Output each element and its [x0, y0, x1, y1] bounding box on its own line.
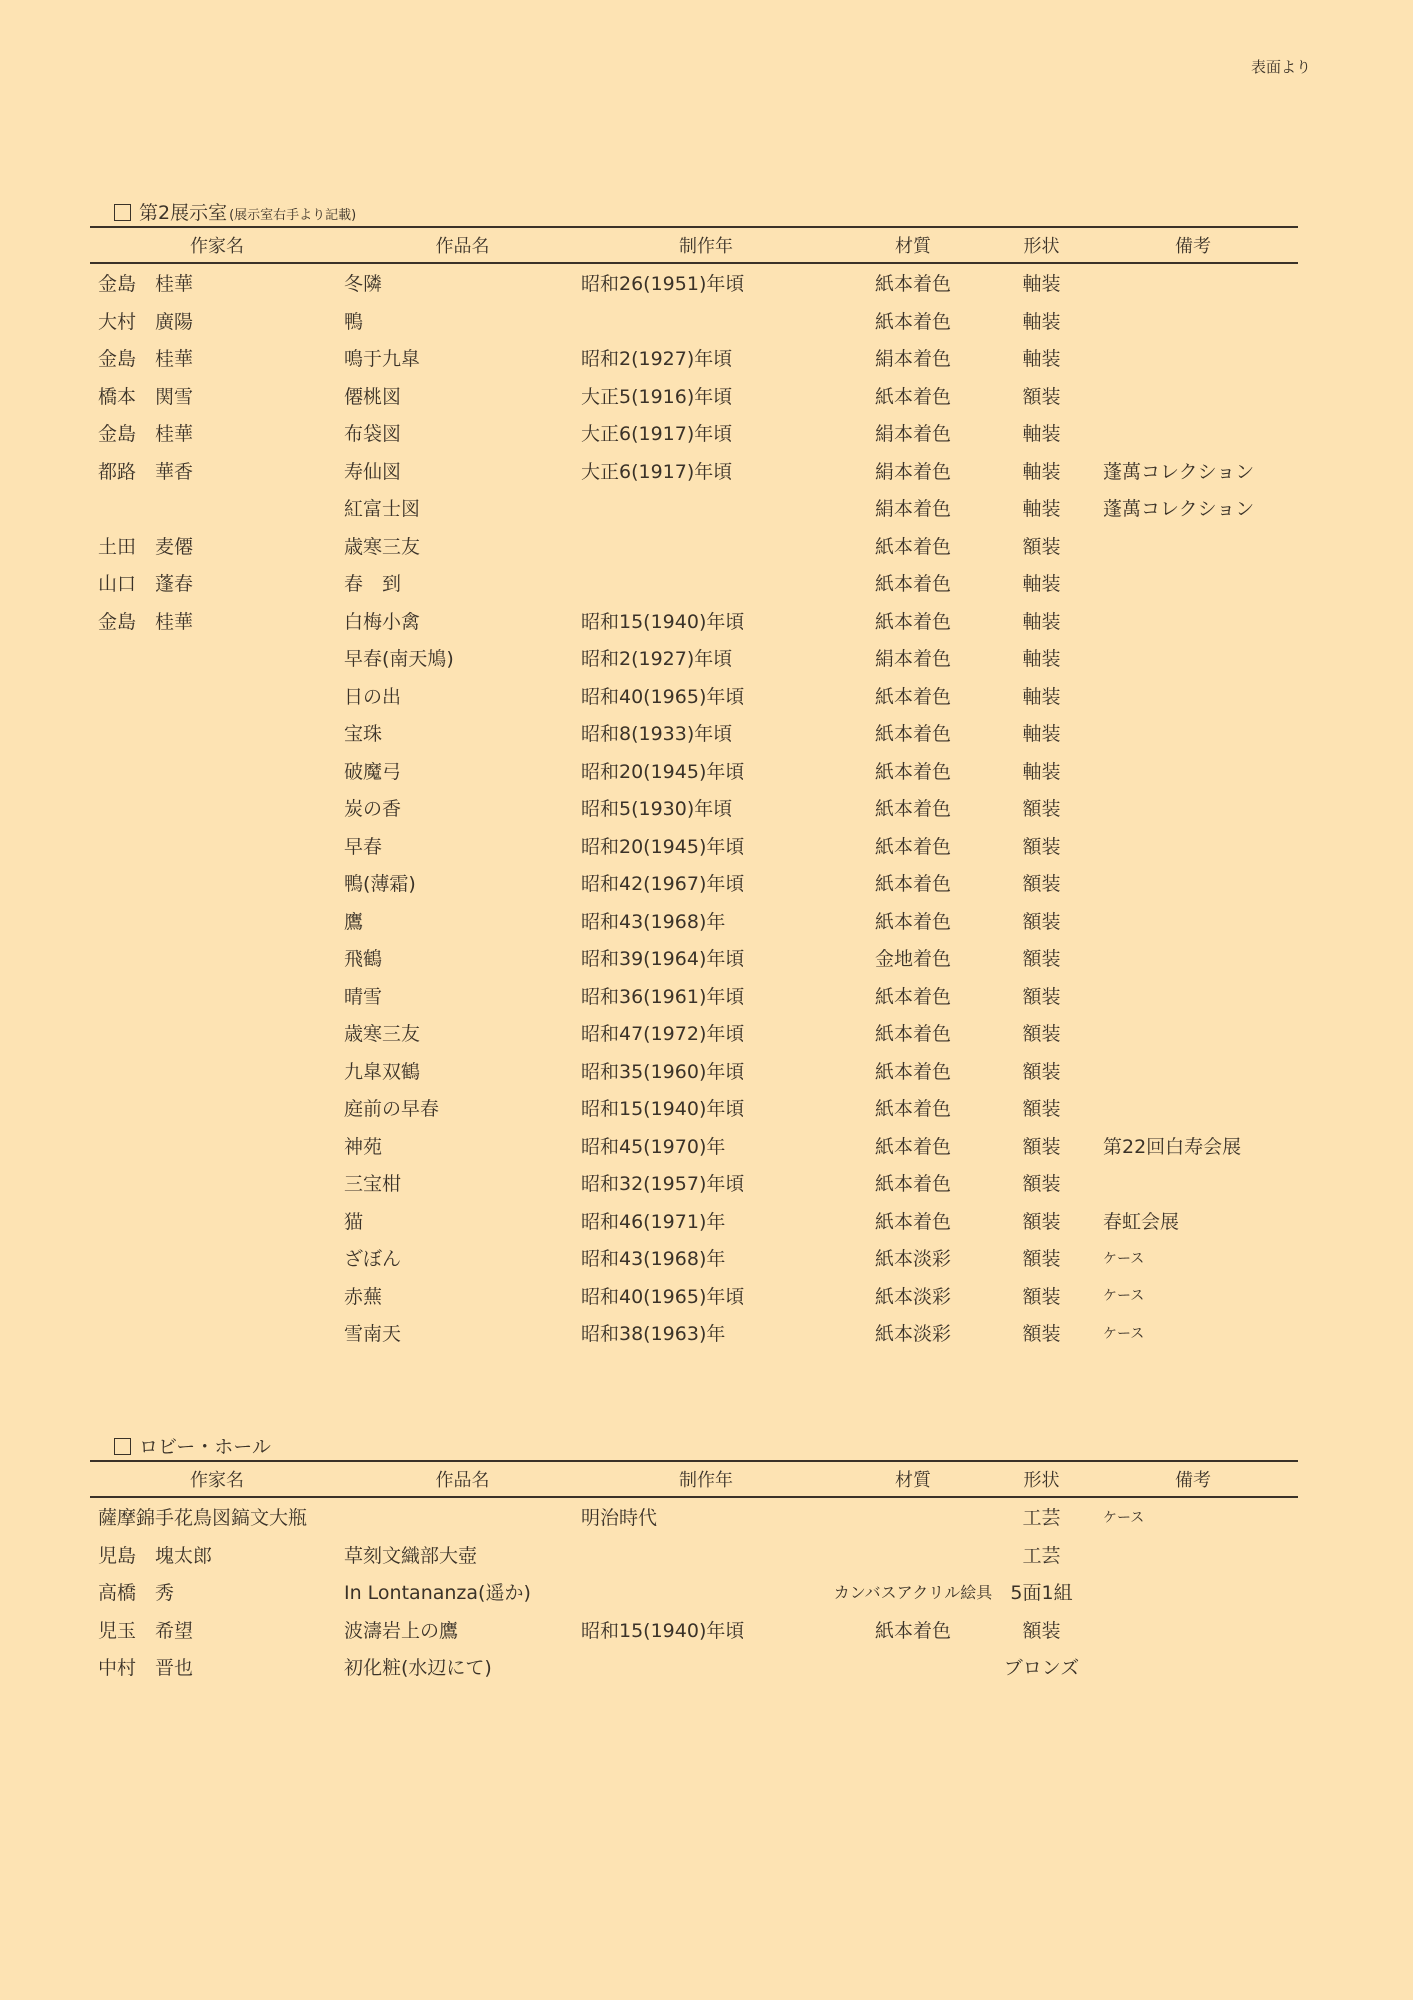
- cell-remarks: 蓬萬コレクション: [1103, 460, 1255, 483]
- cell-artist: 金島 桂華: [98, 610, 194, 633]
- cell-remarks: [1088, 1089, 1298, 1127]
- table-row: [90, 1648, 1298, 1686]
- table-row: [90, 414, 1298, 452]
- cell-year: 昭和15(1940)年頃: [581, 1619, 745, 1642]
- cell-title: 神苑: [344, 1135, 383, 1158]
- cell-format: 工芸: [1022, 1544, 1061, 1567]
- cell-format: 軸装: [1022, 760, 1061, 783]
- cell-year: 昭和2(1927)年頃: [581, 348, 733, 371]
- cell-format: 額装: [1022, 835, 1061, 858]
- cell-title: [344, 1497, 581, 1536]
- cell-year: 昭和47(1972)年頃: [581, 1023, 745, 1046]
- cell-artist: [90, 714, 344, 752]
- table-row: [90, 677, 1298, 715]
- cell-format: ブロンズ: [1003, 1657, 1080, 1680]
- cell-remarks: [1088, 1536, 1298, 1574]
- cell-year: 昭和38(1963)年: [581, 1323, 726, 1346]
- cell-remarks: [1088, 939, 1298, 977]
- cell-title: 寿仙図: [344, 460, 402, 483]
- cell-title: 九皐双鶴: [344, 1060, 421, 1083]
- header-artist: 作家名: [90, 227, 344, 263]
- cell-year: 昭和46(1971)年: [581, 1210, 726, 1233]
- cell-format: 5面1組: [1010, 1582, 1073, 1605]
- cell-title: 白梅小禽: [344, 610, 421, 633]
- cell-remarks: [1088, 1014, 1298, 1052]
- header-remarks: 備考: [1088, 227, 1298, 263]
- table-row: [90, 864, 1298, 902]
- cell-artist: [90, 752, 344, 790]
- cell-format: 額装: [1022, 1135, 1061, 1158]
- cell-artist: [90, 977, 344, 1015]
- header-artist: 作家名: [90, 1461, 344, 1497]
- table-row: [90, 339, 1298, 377]
- cell-artist: [90, 939, 344, 977]
- cell-title: 日の出: [344, 685, 402, 708]
- header-remarks: 備考: [1088, 1461, 1298, 1497]
- cell-artist: [90, 1314, 344, 1352]
- cell-remarks: [1088, 1648, 1298, 1686]
- table-row: [90, 714, 1298, 752]
- section-title-text: 第2展示室: [139, 202, 228, 224]
- cell-artist: 金島 桂華: [98, 348, 194, 371]
- cell-material: カンバスアクリル絵具: [833, 1583, 993, 1603]
- header-year: 制作年: [581, 1461, 831, 1497]
- table-row: [90, 827, 1298, 865]
- cell-remarks: [1088, 1611, 1298, 1649]
- cell-material: 紙本着色: [874, 310, 951, 333]
- header-format: 形状: [995, 1461, 1088, 1497]
- cell-year: 昭和26(1951)年頃: [581, 273, 745, 296]
- cell-material: 紙本着色: [874, 1135, 951, 1158]
- cell-format: 軸装: [1022, 423, 1061, 446]
- cell-format: 軸装: [1022, 610, 1061, 633]
- cell-artist: [90, 1239, 344, 1277]
- cell-remarks: [1088, 414, 1298, 452]
- cell-artist: [90, 639, 344, 677]
- cell-remarks: [1088, 714, 1298, 752]
- cell-year: 昭和8(1933)年頃: [581, 723, 733, 746]
- cell-material: [831, 1648, 995, 1686]
- table-row: [90, 1497, 1298, 1536]
- cell-year: 昭和35(1960)年頃: [581, 1060, 745, 1083]
- table-row: [90, 902, 1298, 940]
- cell-material: 紙本着色: [874, 535, 951, 558]
- cell-format: 額装: [1022, 535, 1061, 558]
- section-title-text: ロビー・ホール: [139, 1436, 271, 1458]
- cell-title: 波濤岩上の鷹: [344, 1619, 459, 1642]
- cell-year: 昭和43(1968)年: [581, 1248, 726, 1271]
- cell-format: 額装: [1022, 910, 1061, 933]
- cell-format: 軸装: [1022, 648, 1061, 671]
- cell-artist: 金島 桂華: [98, 273, 194, 296]
- cell-artist: 高橋 秀: [98, 1582, 175, 1605]
- cell-material: 金地着色: [874, 948, 951, 971]
- cell-title: 布袋図: [344, 423, 402, 446]
- cell-format: 額装: [1022, 798, 1061, 821]
- cell-remarks: [1088, 977, 1298, 1015]
- table-row: [90, 564, 1298, 602]
- cell-year: 明治時代: [581, 1507, 658, 1530]
- cell-artist: [90, 1014, 344, 1052]
- table-header-row: [90, 1461, 1298, 1497]
- cell-title: 冬隣: [344, 273, 383, 296]
- cell-year: [581, 1573, 831, 1611]
- cell-title: 歳寒三友: [344, 535, 421, 558]
- cell-remarks: ケース: [1103, 1325, 1145, 1342]
- cell-year: [581, 1536, 831, 1574]
- cell-title: 紅富士図: [344, 498, 421, 521]
- cell-artist: 大村 廣陽: [98, 310, 194, 333]
- cell-title: 歳寒三友: [344, 1023, 421, 1046]
- table-row: [90, 1611, 1298, 1649]
- cell-material: 紙本着色: [874, 685, 951, 708]
- header-material: 材質: [831, 1461, 995, 1497]
- cell-title: In Lontananza(遥か): [344, 1582, 531, 1605]
- cell-material: 紙本着色: [874, 835, 951, 858]
- cell-year: [581, 302, 831, 340]
- cell-year: [581, 1648, 831, 1686]
- header-title: 作品名: [344, 1461, 581, 1497]
- corner-note: 表面より: [1250, 58, 1311, 76]
- cell-format: 額装: [1022, 873, 1061, 896]
- cell-year: 大正5(1916)年頃: [581, 385, 733, 408]
- cell-title: ざぼん: [344, 1248, 402, 1271]
- cell-title: 飛鶴: [344, 948, 383, 971]
- cell-artist: [90, 1089, 344, 1127]
- header-format: 形状: [995, 227, 1088, 263]
- cell-material: 紙本着色: [874, 798, 951, 821]
- cell-title: 宝珠: [344, 723, 383, 746]
- cell-material: 絹本着色: [874, 498, 951, 521]
- cell-year: 昭和45(1970)年: [581, 1135, 726, 1158]
- cell-artist: [90, 864, 344, 902]
- cell-format: 額装: [1022, 1619, 1061, 1642]
- cell-remarks: [1088, 1052, 1298, 1090]
- header-material: 材質: [831, 227, 995, 263]
- cell-artist: 橋本 関雪: [98, 385, 194, 408]
- cell-material: 紙本着色: [874, 760, 951, 783]
- table-row: [90, 1127, 1298, 1165]
- cell-remarks: [1088, 263, 1298, 302]
- table-row: [90, 939, 1298, 977]
- cell-artist: [90, 827, 344, 865]
- cell-format: 額装: [1022, 1060, 1061, 1083]
- cell-artist: [90, 1164, 344, 1202]
- cell-artist: [90, 789, 344, 827]
- cell-remarks: [1088, 789, 1298, 827]
- cell-artist: 児島 塊太郎: [98, 1544, 213, 1567]
- cell-year: [581, 527, 831, 565]
- checkbox-icon: [114, 204, 131, 221]
- cell-remarks: 蓬萬コレクション: [1103, 498, 1255, 521]
- cell-artist: 薩摩錦手花鳥図鎬文大瓶: [98, 1507, 308, 1530]
- section-title: [114, 198, 1298, 222]
- cell-artist: 土田 麦僊: [98, 535, 194, 558]
- cell-format: 額装: [1022, 1098, 1061, 1121]
- table-row: [90, 263, 1298, 302]
- cell-title: 早春(南天鳩): [344, 648, 454, 671]
- cell-format: 軸装: [1022, 460, 1061, 483]
- cell-year: 大正6(1917)年頃: [581, 423, 733, 446]
- cell-title: 春 到: [344, 573, 402, 596]
- section-subtitle: (展示室右手より記載): [229, 208, 357, 223]
- cell-year: 昭和42(1967)年頃: [581, 873, 745, 896]
- cell-year: [581, 489, 831, 527]
- cell-title: 三宝柑: [344, 1173, 402, 1196]
- cell-format: 軸装: [1022, 348, 1061, 371]
- table-row: [90, 302, 1298, 340]
- cell-artist: [90, 489, 344, 527]
- cell-format: 軸装: [1022, 498, 1061, 521]
- section-gallery-2: [90, 198, 1298, 1352]
- table-row: [90, 377, 1298, 415]
- cell-artist: [90, 1052, 344, 1090]
- cell-format: 額装: [1022, 1173, 1061, 1196]
- cell-remarks: [1088, 1573, 1298, 1611]
- cell-remarks: [1088, 902, 1298, 940]
- cell-remarks: ケース: [1103, 1288, 1145, 1305]
- cell-year: 昭和15(1940)年頃: [581, 610, 745, 633]
- checkbox-icon: [114, 1438, 131, 1455]
- table-row: [90, 1314, 1298, 1352]
- cell-title: 鴨(薄霜): [344, 873, 416, 896]
- cell-format: 軸装: [1022, 723, 1061, 746]
- header-title: 作品名: [344, 227, 581, 263]
- cell-format: 軸装: [1022, 310, 1061, 333]
- cell-format: 軸装: [1022, 273, 1061, 296]
- cell-year: 昭和32(1957)年頃: [581, 1173, 745, 1196]
- cell-material: 紙本着色: [874, 1098, 951, 1121]
- cell-material: 絹本着色: [874, 423, 951, 446]
- cell-artist: [90, 1127, 344, 1165]
- cell-artist: [90, 902, 344, 940]
- cell-material: 紙本着色: [874, 723, 951, 746]
- cell-remarks: [1088, 377, 1298, 415]
- artwork-table: [90, 226, 1298, 1352]
- cell-remarks: [1088, 564, 1298, 602]
- cell-title: 鳴于九皐: [344, 348, 421, 371]
- cell-remarks: [1088, 602, 1298, 640]
- cell-artist: [90, 1202, 344, 1240]
- cell-format: 額装: [1022, 1323, 1061, 1346]
- cell-year: 大正6(1917)年頃: [581, 460, 733, 483]
- table-row: [90, 452, 1298, 490]
- cell-material: 紙本着色: [874, 1173, 951, 1196]
- cell-title: 初化粧(水辺にて): [344, 1657, 492, 1680]
- cell-material: 紙本着色: [874, 985, 951, 1008]
- cell-remarks: ケース: [1103, 1250, 1145, 1267]
- table-row: [90, 752, 1298, 790]
- header-year: 制作年: [581, 227, 831, 263]
- cell-year: 昭和40(1965)年頃: [581, 685, 745, 708]
- cell-title: 破魔弓: [344, 760, 402, 783]
- cell-format: 額装: [1022, 1285, 1061, 1308]
- cell-remarks: [1088, 864, 1298, 902]
- cell-format: 額装: [1022, 985, 1061, 1008]
- cell-material: 紙本着色: [874, 1210, 951, 1233]
- cell-year: 昭和40(1965)年頃: [581, 1285, 745, 1308]
- table-row: [90, 1573, 1298, 1611]
- cell-material: 絹本着色: [874, 348, 951, 371]
- cell-material: 紙本着色: [874, 873, 951, 896]
- cell-remarks: ケース: [1103, 1509, 1145, 1526]
- cell-title: 鷹: [344, 910, 364, 933]
- cell-title: 早春: [344, 835, 383, 858]
- cell-remarks: [1088, 639, 1298, 677]
- cell-title: 晴雪: [344, 985, 383, 1008]
- table-row: [90, 977, 1298, 1015]
- table-row: [90, 1239, 1298, 1277]
- cell-format: 額装: [1022, 1210, 1061, 1233]
- cell-remarks: [1088, 1164, 1298, 1202]
- cell-remarks: 第22回白寿会展: [1103, 1135, 1242, 1158]
- cell-artist: [90, 677, 344, 715]
- cell-artist: 中村 晋也: [98, 1657, 194, 1680]
- cell-format: 額装: [1022, 1248, 1061, 1271]
- table-row: [90, 602, 1298, 640]
- section-lobby-hall: [90, 1432, 1298, 1686]
- cell-title: 鴨: [344, 310, 364, 333]
- cell-material: 紙本着色: [874, 273, 951, 296]
- cell-material: [831, 1536, 995, 1574]
- cell-title: 僊桃図: [344, 385, 402, 408]
- cell-material: 紙本着色: [874, 1060, 951, 1083]
- artwork-table: [90, 1460, 1298, 1686]
- cell-material: [831, 1497, 995, 1536]
- cell-material: 紙本淡彩: [874, 1285, 951, 1308]
- table-row: [90, 1014, 1298, 1052]
- cell-remarks: [1088, 677, 1298, 715]
- table-row: [90, 527, 1298, 565]
- cell-title: 雪南天: [344, 1323, 402, 1346]
- cell-artist: 金島 桂華: [98, 423, 194, 446]
- cell-artist: 都路 華香: [98, 460, 194, 483]
- cell-year: 昭和43(1968)年: [581, 910, 726, 933]
- cell-year: 昭和39(1964)年頃: [581, 948, 745, 971]
- cell-year: 昭和5(1930)年頃: [581, 798, 733, 821]
- table-row: [90, 1052, 1298, 1090]
- cell-title: 草刻文織部大壺: [344, 1544, 478, 1567]
- cell-year: [581, 564, 831, 602]
- table-row: [90, 1277, 1298, 1315]
- cell-format: 軸装: [1022, 573, 1061, 596]
- cell-artist: [90, 1277, 344, 1315]
- cell-year: 昭和36(1961)年頃: [581, 985, 745, 1008]
- cell-title: 庭前の早春: [344, 1098, 440, 1121]
- cell-format: 工芸: [1022, 1507, 1061, 1530]
- cell-format: 額装: [1022, 1023, 1061, 1046]
- cell-format: 額装: [1022, 948, 1061, 971]
- cell-remarks: [1088, 752, 1298, 790]
- cell-year: 昭和2(1927)年頃: [581, 648, 733, 671]
- cell-remarks: [1088, 827, 1298, 865]
- cell-material: 絹本着色: [874, 648, 951, 671]
- cell-material: 紙本淡彩: [874, 1248, 951, 1271]
- cell-title: 猫: [344, 1210, 364, 1233]
- cell-artist: 山口 蓬春: [98, 573, 194, 596]
- cell-material: 紙本着色: [874, 385, 951, 408]
- cell-material: 紙本着色: [874, 1023, 951, 1046]
- cell-remarks: 春虹会展: [1103, 1210, 1180, 1233]
- table-row: [90, 1164, 1298, 1202]
- cell-material: 絹本着色: [874, 460, 951, 483]
- table-row: [90, 489, 1298, 527]
- cell-material: 紙本着色: [874, 910, 951, 933]
- table-row: [90, 1536, 1298, 1574]
- cell-format: 額装: [1022, 385, 1061, 408]
- cell-remarks: [1088, 339, 1298, 377]
- table-header-row: [90, 227, 1298, 263]
- cell-title: 赤蕪: [344, 1285, 383, 1308]
- section-title: [114, 1432, 1298, 1456]
- cell-material: 紙本着色: [874, 610, 951, 633]
- cell-material: 紙本着色: [874, 573, 951, 596]
- table-row: [90, 789, 1298, 827]
- cell-material: 紙本淡彩: [874, 1323, 951, 1346]
- cell-year: 昭和20(1945)年頃: [581, 760, 745, 783]
- table-row: [90, 1089, 1298, 1127]
- cell-artist: 児玉 希望: [98, 1619, 194, 1642]
- table-row: [90, 639, 1298, 677]
- cell-format: 軸装: [1022, 685, 1061, 708]
- cell-year: 昭和15(1940)年頃: [581, 1098, 745, 1121]
- cell-year: 昭和20(1945)年頃: [581, 835, 745, 858]
- cell-material: 紙本着色: [874, 1619, 951, 1642]
- table-row: [90, 1202, 1298, 1240]
- cell-remarks: [1088, 527, 1298, 565]
- cell-title: 炭の香: [344, 798, 402, 821]
- cell-remarks: [1088, 302, 1298, 340]
